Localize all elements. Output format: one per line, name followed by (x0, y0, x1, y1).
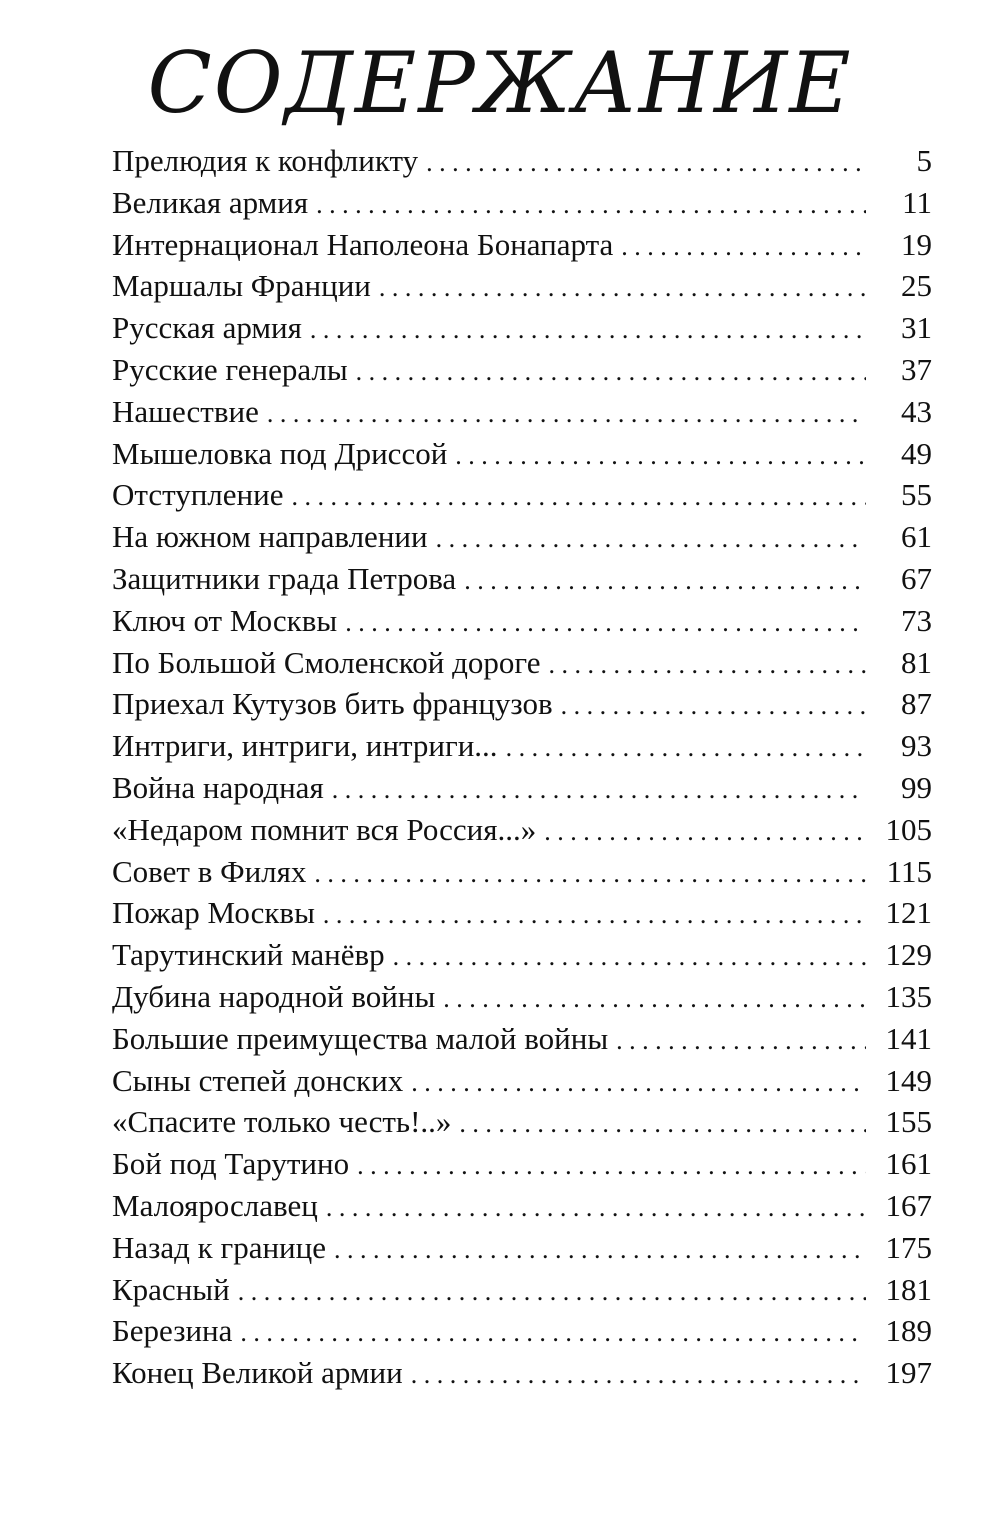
toc-entry-page-number: 37 (901, 351, 932, 387)
toc-entry-page-number: 105 (885, 811, 932, 847)
dot-leader (561, 685, 866, 727)
toc-entry-title: Пожар Москвы (112, 895, 315, 931)
toc-entry-page-number: 129 (885, 937, 932, 973)
toc-entry (112, 265, 932, 307)
toc-entry (112, 307, 932, 349)
toc-entry (112, 1143, 932, 1185)
toc-entry-title: Прелюдия к конфликту (112, 143, 419, 178)
toc-entry-page-number: 49 (901, 435, 932, 471)
toc-entry-page-number: 121 (885, 895, 932, 931)
toc-entry-title: Березина (112, 1313, 233, 1349)
toc-entry-page-number: 55 (901, 477, 932, 513)
toc-entry-title: Интриги, интриги, интриги... (112, 728, 498, 764)
toc-entry-title: Малоярославец (112, 1187, 318, 1223)
toc-entry-title: Маршалы Франции (112, 268, 371, 304)
dot-leader (379, 267, 866, 309)
toc-entry (112, 934, 932, 976)
toc-entry-title: Нашествие (112, 393, 259, 429)
dot-leader (464, 560, 866, 602)
dot-leader (455, 435, 866, 477)
toc-entry-title: Великая армия (112, 184, 309, 220)
toc-entry (112, 1352, 932, 1394)
toc-entry-page-number: 11 (902, 184, 932, 220)
toc-entry-page-number: 189 (885, 1313, 932, 1349)
toc-entry-page-number: 87 (901, 686, 932, 722)
toc-entry-page-number: 81 (901, 644, 932, 680)
dot-leader (310, 309, 866, 351)
toc-entry-page-number: 25 (901, 268, 932, 304)
toc-entry-page-number: 115 (886, 853, 932, 889)
toc-entry-page-number: 61 (901, 519, 932, 555)
dot-leader (436, 518, 866, 560)
dot-leader (238, 1271, 866, 1313)
toc-entry-page-number: 31 (901, 310, 932, 346)
dot-leader (393, 936, 866, 978)
toc-entry (112, 349, 932, 391)
toc-entry-title: Назад к границе (112, 1229, 326, 1265)
dot-leader (291, 476, 866, 518)
toc-entry-page-number: 99 (901, 769, 932, 805)
toc-entry (112, 683, 932, 725)
toc-entry-title: Отступление (112, 477, 284, 513)
toc-entry-title: Война народная (112, 769, 324, 805)
toc-entry (112, 1310, 932, 1352)
toc-entry-title: Большие преимущества малой войны (112, 1020, 609, 1056)
toc-entry (112, 1185, 932, 1227)
toc-entry (112, 725, 932, 767)
dot-leader (411, 1062, 866, 1104)
toc-entry-title: Дубина народной войны (112, 978, 436, 1014)
toc-entry-title: Тарутинский манёвр (112, 937, 385, 973)
toc-entry-page-number: 181 (885, 1271, 932, 1307)
toc-entry (112, 433, 932, 475)
dot-leader (316, 184, 866, 226)
toc-entry (112, 1060, 932, 1102)
toc-entry-page-number: 167 (885, 1187, 932, 1223)
dot-leader (334, 1229, 866, 1271)
dot-leader (544, 811, 866, 853)
dot-leader (459, 1103, 866, 1145)
toc-entry-page-number: 141 (885, 1020, 932, 1056)
toc-entry (112, 391, 932, 433)
toc-entry (112, 1101, 932, 1143)
toc-entry-title: «Недаром помнит вся Россия...» (112, 811, 537, 847)
toc-entry (112, 224, 932, 266)
dot-leader (326, 1187, 866, 1229)
dot-leader (426, 142, 866, 184)
dot-leader (314, 853, 866, 895)
toc-entry (112, 642, 932, 684)
dot-leader (323, 894, 866, 936)
toc-entry (112, 1269, 932, 1311)
dot-leader (267, 393, 866, 435)
toc-entry-title: Ключ от Москвы (112, 602, 338, 638)
toc-entry-title: Совет в Филях (112, 853, 307, 889)
toc-entry-page-number: 161 (885, 1146, 932, 1182)
toc-entry-title: Сыны степей донских (112, 1062, 404, 1098)
dot-leader (548, 644, 866, 686)
toc-entry-page-number: 19 (901, 226, 932, 262)
toc-entry-page-number: 43 (901, 393, 932, 429)
toc-entry (112, 1018, 932, 1060)
dot-leader (506, 727, 866, 769)
toc-entry-title: Русская армия (112, 310, 302, 346)
dot-leader (621, 226, 866, 268)
toc-entry (112, 558, 932, 600)
toc-entry (112, 892, 932, 934)
toc-entry (112, 767, 932, 809)
table-of-contents (112, 140, 932, 1394)
toc-entry (112, 809, 932, 851)
toc-entry-page-number: 149 (885, 1062, 932, 1098)
toc-entry-title: Мышеловка под Дриссой (112, 435, 448, 471)
toc-entry-title: Русские генералы (112, 351, 348, 387)
toc-entry-page-number: 67 (901, 560, 932, 596)
page-title: СОДЕРЖАНИЕ (147, 34, 853, 132)
dot-leader (345, 602, 866, 644)
toc-entry (112, 600, 932, 642)
toc-entry-page-number: 73 (901, 602, 932, 638)
toc-entry-title: Приехал Кутузов бить французов (112, 686, 553, 722)
toc-entry-page-number: 93 (901, 728, 932, 764)
toc-entry (112, 474, 932, 516)
toc-entry-title: По Большой Смоленской дороге (112, 644, 541, 680)
toc-entry (112, 140, 932, 182)
toc-entry-page-number: 155 (885, 1104, 932, 1140)
dot-leader (443, 978, 866, 1020)
toc-entry-title: Бой под Тарутино (112, 1146, 350, 1182)
toc-entry (112, 1227, 932, 1269)
toc-entry-title: На южном направлении (112, 519, 428, 555)
toc-entry-page-number: 5 (916, 143, 932, 178)
toc-entry (112, 182, 932, 224)
toc-entry-page-number: 135 (885, 978, 932, 1014)
dot-leader (411, 1354, 866, 1396)
dot-leader (616, 1020, 866, 1062)
toc-entry (112, 516, 932, 558)
toc-entry-page-number: 197 (885, 1355, 932, 1391)
toc-entry-title: Интернационал Наполеона Бонапарта (112, 226, 614, 262)
dot-leader (357, 1145, 866, 1187)
toc-entry-title: Защитники града Петрова (112, 560, 457, 596)
toc-entry-page-number: 175 (885, 1229, 932, 1265)
toc-entry-title: Красный (112, 1271, 230, 1307)
toc-entry-title: Конец Великой армии (112, 1355, 403, 1391)
toc-entry-title: «Спасите только честь!..» (112, 1104, 452, 1140)
toc-entry (112, 976, 932, 1018)
toc-entry (112, 851, 932, 893)
dot-leader (356, 351, 866, 393)
dot-leader (240, 1312, 866, 1354)
dot-leader (332, 769, 866, 811)
